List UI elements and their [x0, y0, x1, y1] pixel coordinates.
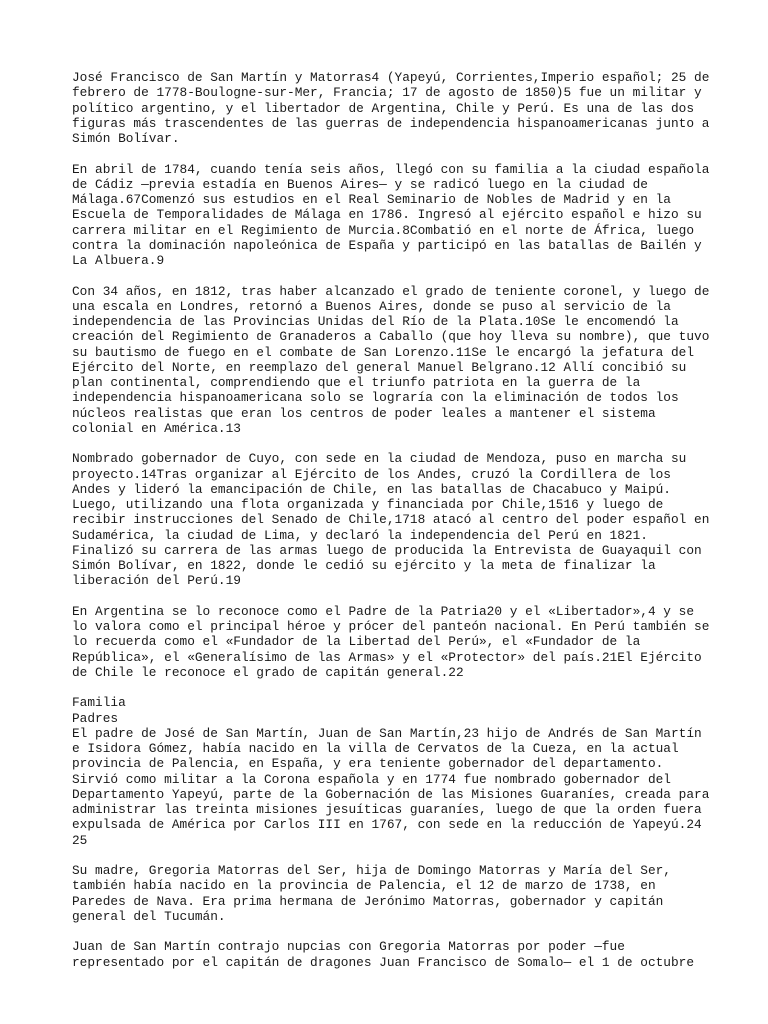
text-line: colonial en América.13: [72, 420, 241, 436]
text-line: Luego, utilizando una flota organizada y financiada por Chile,1516 y luego de: [72, 497, 664, 512]
text-line: Su madre, Gregoria Matorras del Ser, hija de Domingo Matorras y María del Ser,: [72, 863, 671, 878]
text-line: independencia hispanoamericana solo se lograría con la eliminación de todos los: [72, 390, 679, 406]
text-line: carrera militar en el Regimiento de Murcia.8Combatió en el norte de África, luego: [72, 222, 695, 238]
text-line: provincia de Palencia, en España, y era teniente gobernador del departamento.: [72, 756, 664, 772]
text-line: creación del Regimiento de Granaderos a Caballo (que hoy lleva su nombre), que tuvo: [72, 329, 710, 345]
text-line: administrar las treinta misiones jesuíticas guaraníes, luego de que la orden fuera: [72, 802, 702, 817]
text-line: e Isidora Gómez, había nacido en la villa de Cervatos de la Cueza, en la actual: [72, 741, 679, 756]
text-line: Nombrado gobernador de Cuyo, con sede en la ciudad de Mendoza, puso en marcha su: [72, 451, 687, 467]
text-line: plan continental, comprendiendo que el triunfo patriota en la guerra de la: [72, 375, 641, 390]
text-line: una escala en Londres, retornó a Buenos Aires, donde se puso al servicio de la: [72, 298, 671, 314]
paragraph-intro: [72, 70, 712, 146]
text-line: Andes y lideró la emancipación de Chile, en las batallas de Chacabuco y Maipú.: [72, 481, 671, 497]
paragraph-marriage: [72, 939, 712, 970]
text-line: también había nacido en la provincia de Palencia, el 12 de marzo de 1738, en: [72, 878, 656, 894]
text-line: Con 34 años, en 1812, tras haber alcanzado el grado de teniente coronel, y luego de: [72, 283, 710, 299]
text-line: febrero de 1778-Boulogne-sur-Mer, Francia; 17 de agosto de 1850)5 fue un militar y: [72, 85, 702, 101]
text-line: Simón Bolívar.: [72, 131, 180, 146]
paragraph-cuyo-campaign: [72, 451, 712, 588]
text-line: proyecto.14Tras organizar al Ejército de los Andes, cruzó la Cordillera de los: [72, 466, 671, 482]
text-line: Juan de San Martín contrajo nupcias con Gregoria Matorras por poder —fue: [72, 939, 625, 955]
text-line: Finalizó su carrera de las armas luego de producida la Entrevista de Guayaquil con: [72, 542, 702, 558]
text-line: Escuela de Temporalidades de Málaga en 1786. Ingresó al ejército español e hizo su: [72, 207, 702, 223]
paragraph-mother: [72, 863, 712, 924]
text-line: núcleos realistas que eran los centros de poder leales a mantener el sistema: [72, 405, 656, 421]
text-line: República», el «Generalísimo de las Armas» y el «Protector» del país.21El Ejército: [72, 649, 702, 665]
text-line: expulsada de América por Carlos III en 1767, con sede en la reducción de Yapeyú.24: [72, 817, 702, 833]
text-line: independencia de las Provincias Unidas del Río de la Plata.10Se le encomendó la: [72, 314, 679, 329]
text-line: su bautismo de fuego en el combate de San Lorenzo.11Se le encargó la jefatura del: [72, 344, 695, 360]
text-line: 25: [72, 832, 88, 848]
section-heading-familia: Familia: [72, 695, 126, 711]
text-line: En Argentina se lo reconoce como el Padre de la Patria20 y el «Libertador»,4 y se: [72, 603, 695, 619]
text-line: Departamento Yapeyú, parte de la Gobernación de las Misiones Guaraníes, creada para: [72, 786, 710, 802]
paragraph-early-life: [72, 162, 712, 269]
text-line: Sudamérica, la ciudad de Lima, y declaró la independencia del Perú en 1821.: [72, 527, 648, 543]
text-line: Simón Bolívar, en 1822, donde le cedió su ejército y la meta de finalizar la: [72, 558, 656, 573]
text-line: recibir instrucciones del Senado de Chile,1718 atacó al centro del poder español en: [72, 512, 710, 528]
text-line: Málaga.67Comenzó sus estudios en el Real Seminario de Nobles de Madrid y en la: [72, 192, 671, 207]
paragraph-return-buenos-aires: [72, 284, 712, 437]
text-line: contra la dominación napoleónica de España y participó en las batallas de Bailén y: [72, 237, 702, 253]
paragraph-family-father: [72, 695, 712, 848]
text-line: lo recuerda como el «Fundador de la Libertad del Perú», el «Fundador de la: [72, 634, 641, 650]
text-line: liberación del Perú.19: [72, 573, 241, 589]
text-line: figuras más trascendentes de las guerras de independencia hispanoamericanas junto a: [72, 115, 710, 131]
text-line: En abril de 1784, cuando tenía seis años, llegó con su familia a la ciudad española: [72, 161, 710, 177]
text-line: Sirvió como militar a la Corona española y en 1774 fue nombrado gobernador del: [72, 771, 671, 787]
document-body: [72, 70, 712, 970]
text-line: lo valora como el principal héroe y prócer del panteón nacional. En Perú también se: [72, 619, 710, 634]
text-line: de Cádiz —previa estadía en Buenos Aires— y se radicó luego en la ciudad de: [72, 176, 648, 192]
text-line: La Albuera.9: [72, 253, 165, 268]
text-line: Ejército del Norte, en reemplazo del general Manuel Belgrano.12 Allí concibió su: [72, 359, 687, 375]
paragraph-recognition: [72, 604, 712, 680]
text-line: El padre de José de San Martín, Juan de San Martín,23 hijo de Andrés de San Martín: [72, 725, 702, 741]
section-heading-padres: Padres: [72, 710, 119, 726]
text-line: de Chile le reconoce el grado de capitán general.22: [72, 664, 464, 680]
text-line: general del Tucumán.: [72, 908, 226, 924]
text-line: José Francisco de San Martín y Matorras4 (Yapeyú, Corrientes,Imperio español; 25 de: [72, 70, 710, 85]
text-line: representado por el capitán de dragones Juan Francisco de Somalo— el 1 de octubre: [72, 954, 695, 970]
text-line: Paredes de Nava. Era prima hermana de Jerónimo Matorras, gobernador y capitán: [72, 893, 664, 909]
text-line: político argentino, y el libertador de Argentina, Chile y Perú. Es una de las dos: [72, 100, 695, 116]
